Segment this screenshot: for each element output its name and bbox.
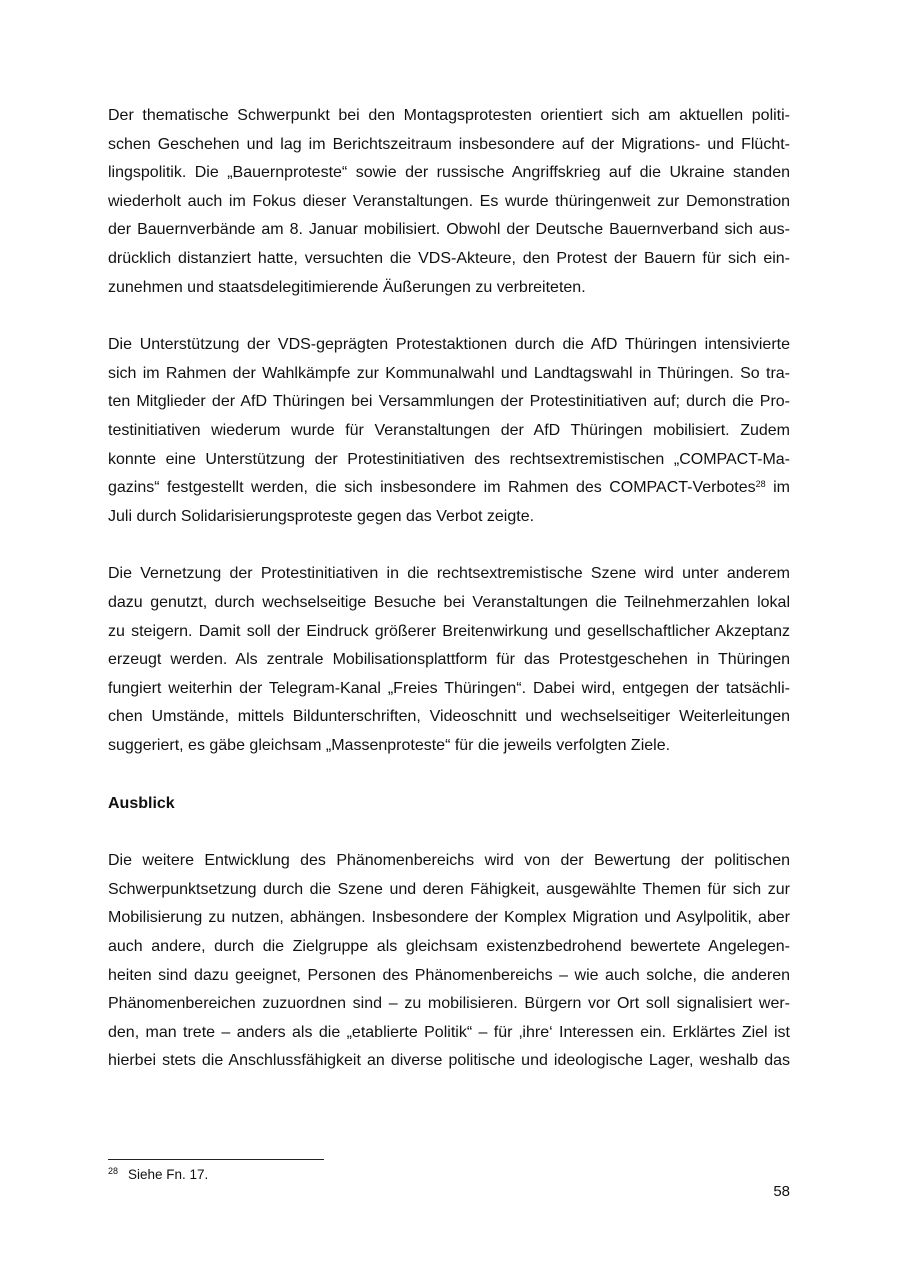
text-line: Der thematische Schwerpunkt bei den Montagsprotesten orientiert sich am aktuellen politi- — [108, 107, 790, 124]
text-line — [108, 474, 790, 503]
text-line: heiten sind dazu geeignet, Personen des Phänomenbereichs – wie auch solche, die anderen — [108, 967, 790, 984]
footnote — [108, 1166, 208, 1184]
text-line: Phänomenbereichen zuzuordnen sind – zu mobilisieren. Bürgern vor Ort soll signalisiert wer- — [108, 995, 790, 1012]
text-line: der Bauernverbände am 8. Januar mobilisiert. Obwohl der Deutsche Bauernverband sich aus- — [108, 221, 790, 238]
text-line: lingspolitik. Die „Bauernproteste“ sowie der russische Angriffskrieg auf die Ukraine standen — [108, 164, 790, 181]
text-line: ten Mitglieder der AfD Thüringen bei Versammlungen der Protestinitiativen auf; durch die Pro- — [108, 393, 790, 410]
footnote-number: 28 — [108, 1166, 119, 1176]
text-line: auch andere, durch die Zielgruppe als gleichsam existenzbedrohend bewertete Angelegen- — [108, 938, 790, 955]
text-line: zunehmen und staatsdelegitimierende Äußerungen zu verbreiteten. — [108, 279, 586, 296]
text-line: Mobilisierung zu nutzen, abhängen. Insbesondere der Komplex Migration und Asylpolitik, aber — [108, 909, 790, 926]
text-line-tail: im — [765, 479, 791, 496]
section-heading: Ausblick — [108, 795, 175, 812]
text-line: Die Unterstützung der VDS-geprägten Protestaktionen durch die AfD Thüringen intensivierte — [108, 336, 790, 353]
text-line: konnte eine Unterstützung der Protestinitiativen des rechtsextremistischen „COMPACT-Ma- — [108, 451, 790, 468]
text-line: testinitiativen wiederum wurde für Veranstaltungen der AfD Thüringen mobilisiert. Zudem — [108, 422, 790, 439]
text-line: den, man trete – anders als die „etablierte Politik“ – für ‚ihre‘ Interessen ein. Erklärtes Ziel ist — [108, 1024, 790, 1041]
footnote-reference[interactable]: 28 — [755, 479, 766, 489]
text-line: fungiert weiterhin der Telegram-Kanal „Freies Thüringen“. Dabei wird, entgegen der tatsächli- — [108, 680, 790, 697]
text-line: Die weitere Entwicklung des Phänomenbereichs wird von der Bewertung der politischen — [108, 852, 790, 869]
text-line: drücklich distanziert hatte, versuchten die VDS-Akteure, den Protest der Bauern für sich ein- — [108, 250, 790, 267]
text-line: wiederholt auch im Fokus dieser Veranstaltungen. Es wurde thüringenweit zur Demonstration — [108, 193, 790, 210]
text-line: suggeriert, es gäbe gleichsam „Massenproteste“ für die jeweils verfolgten Ziele. — [108, 737, 671, 754]
text-line: dazu genutzt, durch wechselseitige Besuche bei Veranstaltungen die Teilnehmerzahlen lokal — [108, 594, 790, 611]
text-line: erzeugt werden. Als zentrale Mobilisationsplattform für das Protestgeschehen in Thüringen — [108, 651, 790, 668]
text-line-content: gazins“ festgestellt werden, die sich insbesondere im Rahmen des COMPACT-Verbotes — [108, 479, 756, 496]
text-line: schen Geschehen und lag im Berichtszeitraum insbesondere auf der Migrations- und Flücht- — [108, 136, 790, 153]
page-number: 58 — [773, 1183, 790, 1200]
footnote-separator — [108, 1159, 324, 1160]
footnote-text: Siehe Fn. 17. — [128, 1167, 209, 1182]
text-line: hierbei stets die Anschlussfähigkeit an diverse politische und ideologische Lager, weshalb das — [108, 1052, 790, 1069]
text-line: chen Umstände, mittels Bildunterschriften, Videoschnitt und wechselseitiger Weiterleitungen — [108, 708, 790, 725]
text-line: Die Vernetzung der Protestinitiativen in die rechtsextremistische Szene wird unter anderem — [108, 565, 790, 582]
text-line: zu steigern. Damit soll der Eindruck größerer Breitenwirkung und gesellschaftlicher Akzeptanz — [108, 623, 790, 640]
text-line: Schwerpunktsetzung durch die Szene und deren Fähigkeit, ausgewählte Themen für sich zur — [108, 881, 790, 898]
text-line: Juli durch Solidarisierungsproteste gegen das Verbot zeigte. — [108, 508, 535, 525]
text-line: sich im Rahmen der Wahlkämpfe zur Kommunalwahl und Landtagswahl in Thüringen. So tra- — [108, 365, 790, 382]
